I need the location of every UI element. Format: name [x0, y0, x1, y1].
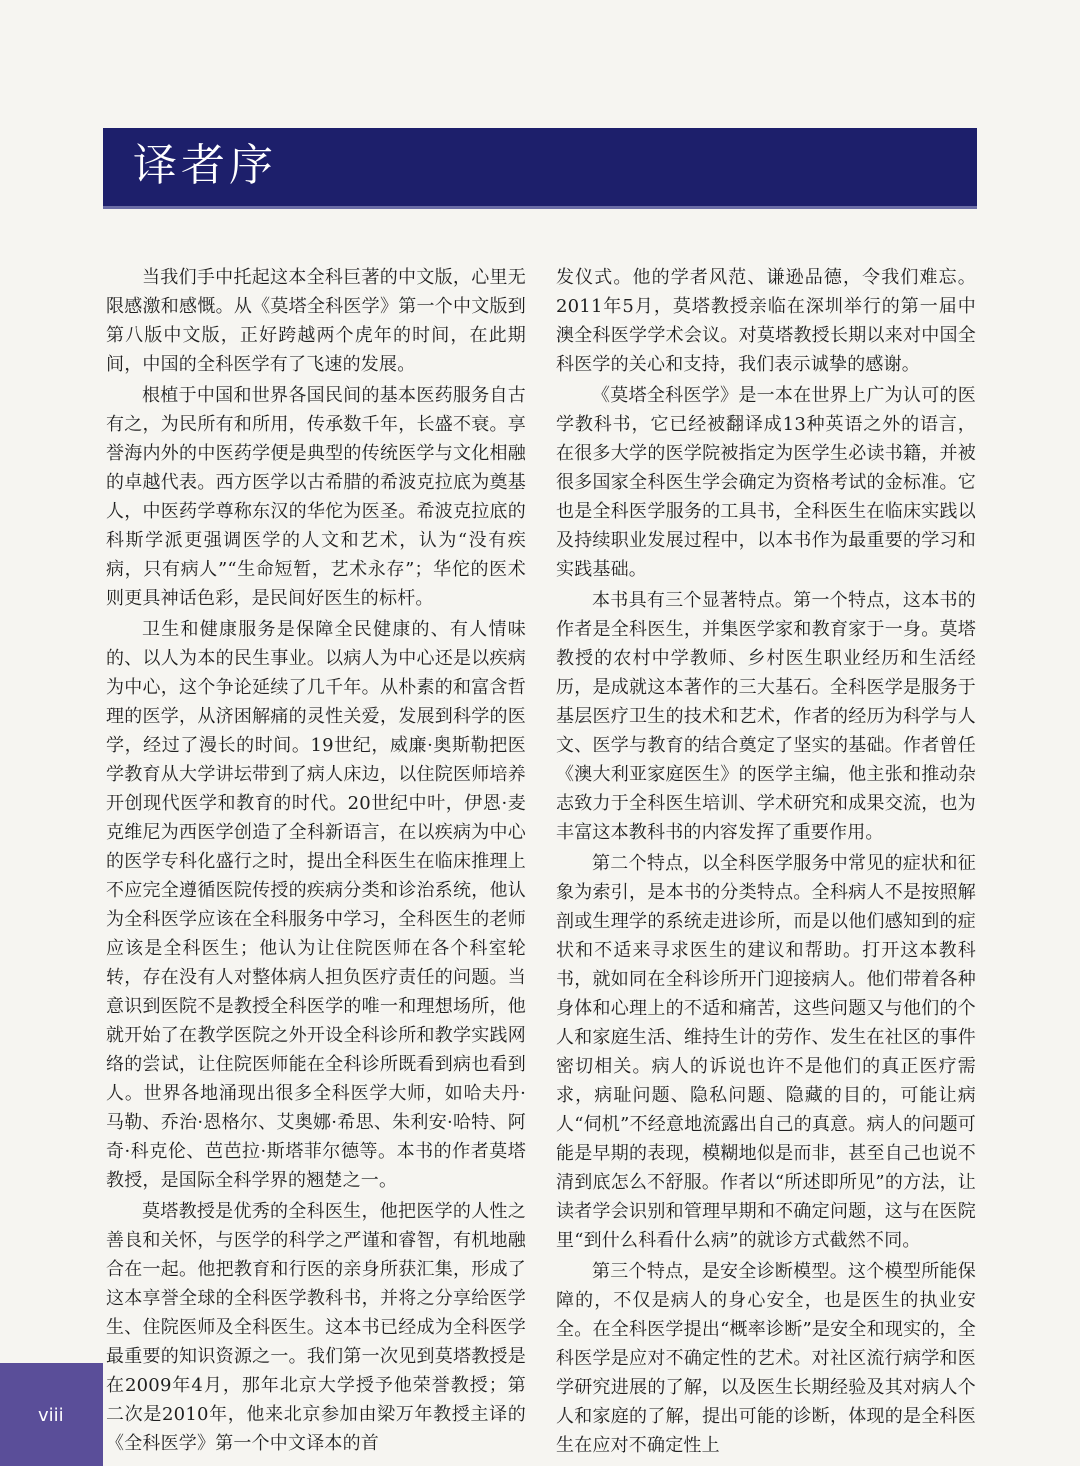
paragraph: 根植于中国和世界各国民间的基本医药服务自古有之，为民所有和所用，传承数千年，长盛不衰。享誉海内外的中医药学便是典型的传统医学与文化相融的卓越代表。西方医学以古希腊的希波克拉底为奠基人，中医药学尊称东汉的华佗为医圣。希波克拉底的科斯学派更强调医学的人文和艺术，认为“没有疾病，只有病人”“生命短暂，艺术永存”；华佗的医术则更具神话色彩，是民间好医生的标杆。	[106, 385, 526, 609]
chapter-title: 译者序	[133, 140, 277, 191]
page-number-tab	[0, 1363, 103, 1466]
paragraph: 当我们手中托起这本全科巨著的中文版，心里无限感激和感慨。从《莫塔全科医学》第一个中文版到第八版中文版，正好跨越两个虎年的时间，在此期间，中国的全科医学有了飞速的发展。	[106, 267, 526, 375]
paragraph: 本书具有三个显著特点。第一个特点，这本书的作者是全科医生，并集医学家和教育家于一身。莫塔教授的农村中学教师、乡村医生职业经历和生活经历，是成就这本著作的三大基石。全科医学是服务于基层医疗卫生的技术和艺术，作者的经历为科学与人文、医学与教育的结合奠定了坚实的基础。作者曾任《澳大利亚家庭医生》的医学主编，他主张和推动杂志致力于全科医生培训、学术研究和成果交流，也为丰富这本教科书的内容发挥了重要作用。	[556, 590, 976, 843]
chapter-title-bar	[103, 128, 977, 209]
right-column	[556, 263, 976, 1462]
paragraph: 卫生和健康服务是保障全民健康的、有人情味的、以人为本的民生事业。以病人为中心还是以疾病为中心，这个争论延续了几千年。从朴素的和富含哲理的医学，从济困解痛的灵性关爱，发展到科学的医学，经过了漫长的时间。19世纪，威廉·奥斯勒把医学教育从大学讲坛带到了病人床边，以住院医师培养开创现代医学和教育的时代。20世纪中叶，伊恩·麦克维尼为西医学创造了全科新语言，在以疾病为中心的医学专科化盛行之时，提出全科医生在临床推理上不应完全遵循医院传授的疾病分类和诊治系统，他认为全科医学应该在全科服务中学习，全科医生的老师应该是全科医生；他认为让住院医师在各个科室轮转，存在没有人对整体病人担负医疗责任的问题。当意识到医院不是教授全科医学的唯一和理想场所，他就开始了在教学医院之外开设全科诊所和教学实践网络的尝试，让住院医师能在全科诊所既看到病也看到人。世界各地涌现出很多全科医学大师，如哈夫丹·马勒、乔治·恩格尔、艾奥娜·希思、朱利安·哈特、阿奇·科克伦、芭芭拉·斯塔菲尔德等。本书的作者莫塔教授，是国际全科学界的翘楚之一。	[106, 619, 526, 1191]
paragraph: 第二个特点，以全科医学服务中常见的症状和征象为索引，是本书的分类特点。全科病人不是按照解剖或生理学的系统走进诊所，而是以他们感知到的症状和不适来寻求医生的建议和帮助。打开这本教科书，就如同在全科诊所开门迎接病人。他们带着各种身体和心理上的不适和痛苦，这些问题又与他们的个人和家庭生活、维持生计的劳作、发生在社区的事件密切相关。病人的诉说也许不是他们的真正医疗需求，病耻问题、隐私问题、隐藏的目的，可能让病人“伺机”不经意地流露出自己的真意。病人的问题可能是早期的表现，模糊地似是而非，甚至自己也说不清到底怎么不舒服。作者以“所述即所见”的方法，让读者学会识别和管理早期和不确定问题，这与在医院里“到什么科看什么病”的就诊方式截然不同。	[556, 853, 976, 1251]
paragraph: 莫塔教授是优秀的全科医生，他把医学的人性之善良和关怀，与医学的科学之严谨和睿智，有机地融合在一起。他把教育和行医的亲身所获汇集，形成了这本享誉全球的全科医学教科书，并将之分享给医学生、住院医师及全科医生。这本书已经成为全科医学最重要的知识资源之一。我们第一次见到莫塔教授是在2009年4月，那年北京大学授予他荣誉教授；第二次是2010年，他来北京参加由梁万年教授主译的《全科医学》第一个中文译本的首	[106, 1201, 526, 1454]
paragraph: 《莫塔全科医学》是一本在世界上广为认可的医学教科书，它已经被翻译成13种英语之外的语言，在很多大学的医学院被指定为医学生必读书籍，并被很多国家全科医生学会确定为资格考试的金标准。它也是全科医学服务的工具书，全科医生在临床实践以及持续职业发展过程中，以本书作为最重要的学习和实践基础。	[556, 385, 976, 580]
paragraph: 发仪式。他的学者风范、谦逊品德，令我们难忘。2011年5月，莫塔教授亲临在深圳举行的第一届中澳全科医学学术会议。对莫塔教授长期以来对中国全科医学的关心和支持，我们表示诚挚的感谢。	[556, 267, 976, 375]
paragraph: 第三个特点，是安全诊断模型。这个模型所能保障的，不仅是病人的身心安全，也是医生的执业安全。在全科医学提出“概率诊断”是安全和现实的，全科医学是应对不确定性的艺术。对社区流行病学和医学研究进展的了解，以及医生长期经验及其对病人个人和家庭的了解，提出可能的诊断，体现的是全科医生在应对不确定性上	[556, 1261, 976, 1456]
left-column	[106, 263, 526, 1460]
page-number: viii	[38, 1405, 64, 1426]
